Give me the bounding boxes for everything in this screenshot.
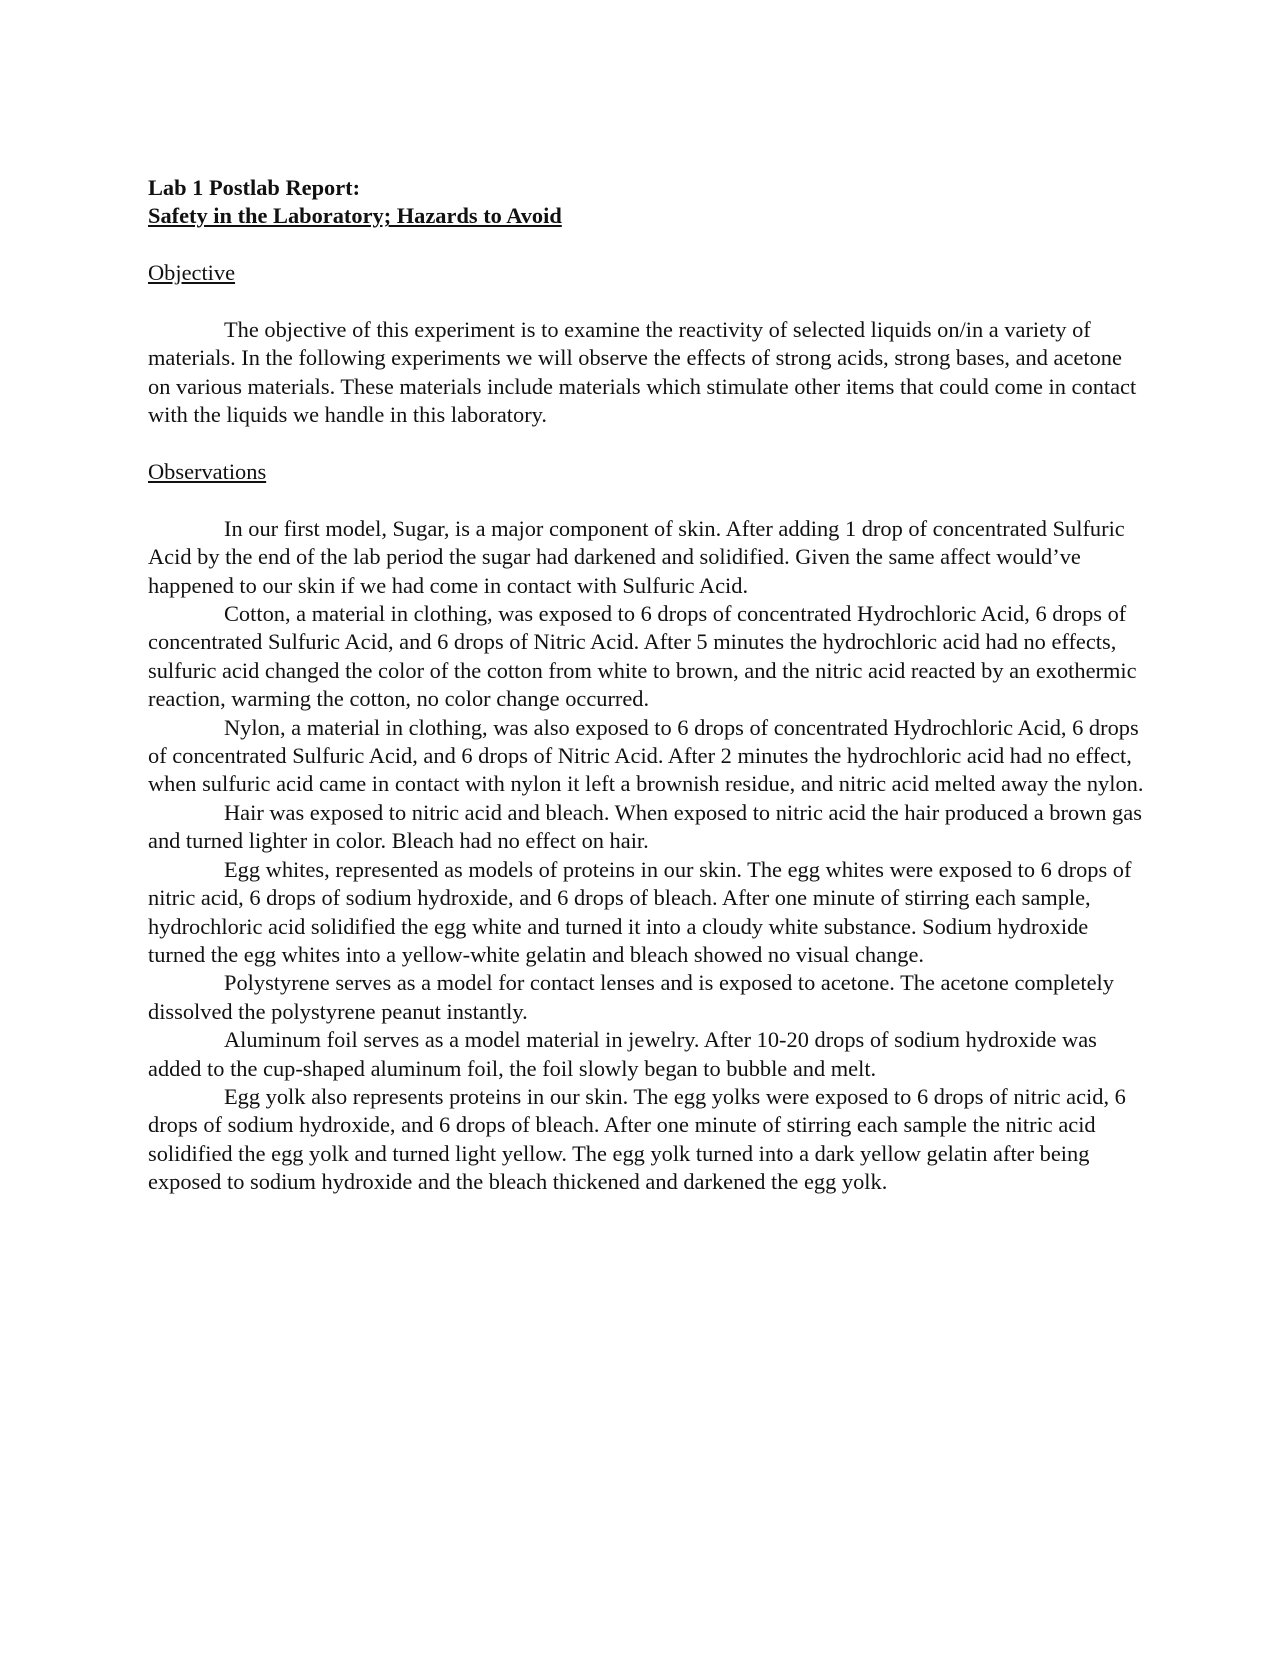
spacer bbox=[148, 231, 1148, 259]
observation-paragraph-sugar: In our first model, Sugar, is a major component of skin. After adding 1 drop of concentrated Sulfuric Acid by the end of the lab period the sugar had darkened and solidified. Given the same affect would’ve happened to our skin if we had come in contact with Sulfuric Acid. bbox=[148, 515, 1125, 598]
observation-paragraph-cotton: Cotton, a material in clothing, was exposed to 6 drops of concentrated Hydrochloric Acid, 6 drops of concentrated Sulfuric Acid, and 6 drops of Nitric Acid. After 5 minutes the hydrochloric acid had no effects, sulfuric acid changed the color of the cotton from white to brown, and the nitric acid reacted by an exothermic reaction, warming the cotton, no color change occurred. bbox=[148, 601, 1137, 712]
report-subtitle: Safety in the Laboratory; Hazards to Avoid bbox=[148, 203, 562, 229]
observation-paragraph-egg-whites: Egg whites, represented as models of proteins in our skin. The egg whites were exposed to 6 drops of nitric acid, 6 drops of sodium hydroxide, and 6 drops of bleach. After one minute of stirring each sample, hydrochloric acid solidified the egg white and turned it into a cloudy white substance. Sodium hydroxide turned the egg whites into a yellow-white gelatin and bleach showed no visual change. bbox=[148, 856, 1132, 967]
document-page bbox=[148, 174, 1148, 1197]
observation-paragraph-polystyrene: Polystyrene serves as a model for contact lenses and is exposed to acetone. The acetone completely dissolved the polystyrene peanut instantly. bbox=[148, 970, 1114, 1024]
spacer bbox=[148, 486, 1148, 514]
observation-paragraph-aluminum-foil: Aluminum foil serves as a model material in jewelry. After 10-20 drops of sodium hydroxide was added to the cup-shaped aluminum foil, the foil slowly began to bubble and melt. bbox=[148, 1027, 1097, 1081]
spacer bbox=[148, 430, 1148, 458]
section-heading-objective: Objective bbox=[148, 260, 236, 286]
objective-paragraph: The objective of this experiment is to examine the reactivity of selected liquids on/in a variety of materials. In the following experiments we will observe the effects of strong acids, strong bases, and acetone on various materials. These materials include materials which stimulate other items that could come in contact with the liquids we handle in this laboratory. bbox=[148, 317, 1137, 428]
report-title: Lab 1 Postlab Report: bbox=[148, 175, 361, 200]
observation-paragraph-hair: Hair was exposed to nitric acid and bleach. When exposed to nitric acid the hair produced a brown gas and turned lighter in color. Bleach had no effect on hair. bbox=[148, 799, 1142, 854]
observation-paragraph-nylon: Nylon, a material in clothing, was also exposed to 6 drops of concentrated Hydrochloric Acid, 6 drops of concentrated Sulfuric Acid, and 6 drops of Nitric Acid. After 2 minutes the hydrochloric acid had no effect, when sulfuric acid came in contact with nylon it left a brownish residue, and nitric acid melted away the nylon. bbox=[148, 714, 1144, 797]
section-heading-observations: Observations bbox=[148, 459, 267, 485]
observation-paragraph-egg-yolk: Egg yolk also represents proteins in our skin. The egg yolks were exposed to 6 drops of nitric acid, 6 drops of sodium hydroxide, and 6 drops of bleach. After one minute of stirring each sample the nitric acid solidified the egg yolk and turned light yellow. The egg yolk turned into a dark yellow gelatin after being exposed to sodium hydroxide and the bleach thickened and darkened the egg yolk. bbox=[148, 1083, 1126, 1195]
spacer bbox=[148, 288, 1148, 316]
